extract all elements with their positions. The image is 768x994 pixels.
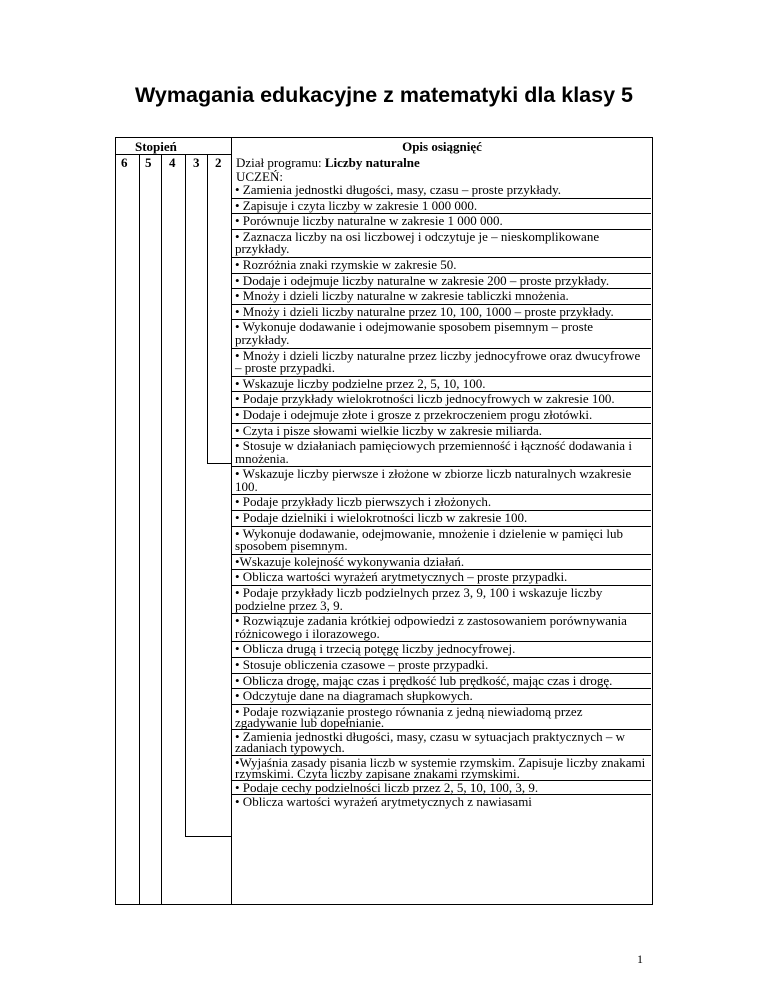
grade-3: 3 bbox=[193, 155, 200, 170]
grade-divider-6-5 bbox=[139, 154, 140, 905]
requirement-row: • Odczytuje dane na diagramach słupkowych. bbox=[231, 688, 651, 704]
requirement-row: •Wskazuje kolejność wykonywania działań. bbox=[231, 554, 651, 570]
requirement-row: • Zaznacza liczby na osi liczbowej i odczytuje je – nieskomplikowane przykłady. bbox=[231, 229, 651, 257]
requirement-row: • Wykonuje dodawanie, odejmowanie, mnożenie i dzielenie w pamięci lub sposobem pisemnym. bbox=[231, 526, 651, 554]
grade-4: 4 bbox=[169, 155, 176, 170]
requirement-row: • Wskazuje liczby podzielne przez 2, 5, 10, 100. bbox=[231, 376, 651, 392]
requirement-row: • Podaje przykłady liczb pierwszych i złożonych. bbox=[231, 494, 651, 510]
grade-divider-3-2 bbox=[207, 154, 208, 464]
requirement-row: • Zapisuje i czyta liczby w zakresie 1 000 000. bbox=[231, 198, 651, 214]
stopien-header: Stopień bbox=[135, 139, 177, 154]
grade-divider-4-3 bbox=[185, 154, 186, 836]
opis-header: Opis osiągnięć bbox=[402, 139, 482, 154]
requirements-table bbox=[115, 137, 653, 905]
grade-4-step bbox=[185, 836, 231, 837]
requirement-row: • Dodaje i odejmuje złote i grosze z przekroczeniem progu złotówki. bbox=[231, 407, 651, 423]
grade-3-step bbox=[207, 463, 231, 464]
requirement-row: • Wykonuje dodawanie i odejmowanie sposobem pisemnym – proste przykłady. bbox=[231, 319, 651, 347]
grade-divider-5-4 bbox=[161, 154, 162, 905]
requirement-row: • Zamienia jednostki długości, masy, czasu – proste przykłady. bbox=[235, 182, 561, 197]
requirement-row: • Czyta i pisze słowami wielkie liczby w zakresie miliarda. bbox=[231, 423, 651, 439]
requirement-row: • Mnoży i dzieli liczby naturalne przez 10, 100, 1000 – proste przykłady. bbox=[231, 304, 651, 320]
requirement-row: •Wyjaśnia zasady pisania liczb w systemie rzymskim. Zapisuje liczby znakami rzymskimi. Czyta liczby zapisane znakami rzymskimi. bbox=[231, 755, 651, 780]
requirement-row: • Oblicza drogę, mając czas i prędkość lub prędkość, mając czas i drogę. bbox=[231, 673, 651, 689]
requirement-row: • Rozwiązuje zadania krótkiej odpowiedzi z zastosowaniem porównywania różnicowego i ilorazowego. bbox=[231, 613, 651, 641]
requirement-row: • Stosuje obliczenia czasowe – proste przypadki. bbox=[231, 657, 651, 673]
requirement-row: • Oblicza wartości wyrażeń arytmetycznych – proste przypadki. bbox=[231, 569, 651, 585]
table-left-border bbox=[115, 137, 116, 905]
uczen-label: UCZEŃ: bbox=[236, 169, 283, 184]
table-right-border bbox=[652, 137, 653, 905]
requirement-row: • Oblicza wartości wyrażeń arytmetycznych z nawiasami bbox=[231, 794, 651, 808]
document-title: Wymagania edukacyjne z matematyki dla klasy 5 bbox=[135, 83, 633, 107]
section-name: Liczby naturalne bbox=[324, 155, 420, 170]
grade-2: 2 bbox=[215, 155, 222, 170]
requirement-row: • Rozróżnia znaki rzymskie w zakresie 50. bbox=[231, 257, 651, 273]
grade-5: 5 bbox=[145, 155, 152, 170]
grade-6: 6 bbox=[121, 155, 128, 170]
page-number: 1 bbox=[637, 952, 643, 966]
requirement-row: • Porównuje liczby naturalne w zakresie 1 000 000. bbox=[231, 213, 651, 229]
table-bottom-border bbox=[115, 904, 653, 905]
requirement-row: • Dodaje i odejmuje liczby naturalne w zakresie 200 – proste przykłady. bbox=[231, 273, 651, 289]
table-top-border bbox=[115, 137, 653, 138]
requirement-row: • Mnoży i dzieli liczby naturalne w zakresie tabliczki mnożenia. bbox=[231, 288, 651, 304]
requirements-list bbox=[231, 183, 651, 808]
section-prefix: Dział programu: bbox=[236, 155, 325, 170]
section-heading bbox=[236, 155, 420, 170]
requirement-row: • Zamienia jednostki długości, masy, czasu w sytuacjach praktycznych – w zadaniach typowych. bbox=[231, 729, 651, 754]
requirement-row: • Wskazuje liczby pierwsze i złożone w zbiorze liczb naturalnych wzakresie 100. bbox=[231, 466, 651, 494]
requirement-row: • Podaje cechy podzielności liczb przez 2, 5, 10, 100, 3, 9. bbox=[231, 780, 651, 794]
requirement-row: • Oblicza drugą i trzecią potęgę liczby jednocyfrowej. bbox=[231, 641, 651, 657]
requirement-row: • Podaje przykłady wielokrotności liczb jednocyfrowych w zakresie 100. bbox=[231, 391, 651, 407]
requirement-row: • Mnoży i dzieli liczby naturalne przez liczby jednocyfrowe oraz dwucyfrowe – proste przypadki. bbox=[231, 348, 651, 376]
requirement-row: • Stosuje w działaniach pamięciowych przemienność i łączność dodawania i mnożenia. bbox=[231, 438, 651, 466]
requirement-row: • Podaje rozwiązanie prostego równania z jedną niewiadomą przez zgadywanie lub dopełnianie. bbox=[231, 704, 651, 729]
requirement-row: • Podaje przykłady liczb podzielnych przez 3, 9, 100 i wskazuje liczby podzielne przez 3, 9. bbox=[231, 585, 651, 613]
requirement-row: • Podaje dzielniki i wielokrotności liczb w zakresie 100. bbox=[231, 510, 651, 526]
